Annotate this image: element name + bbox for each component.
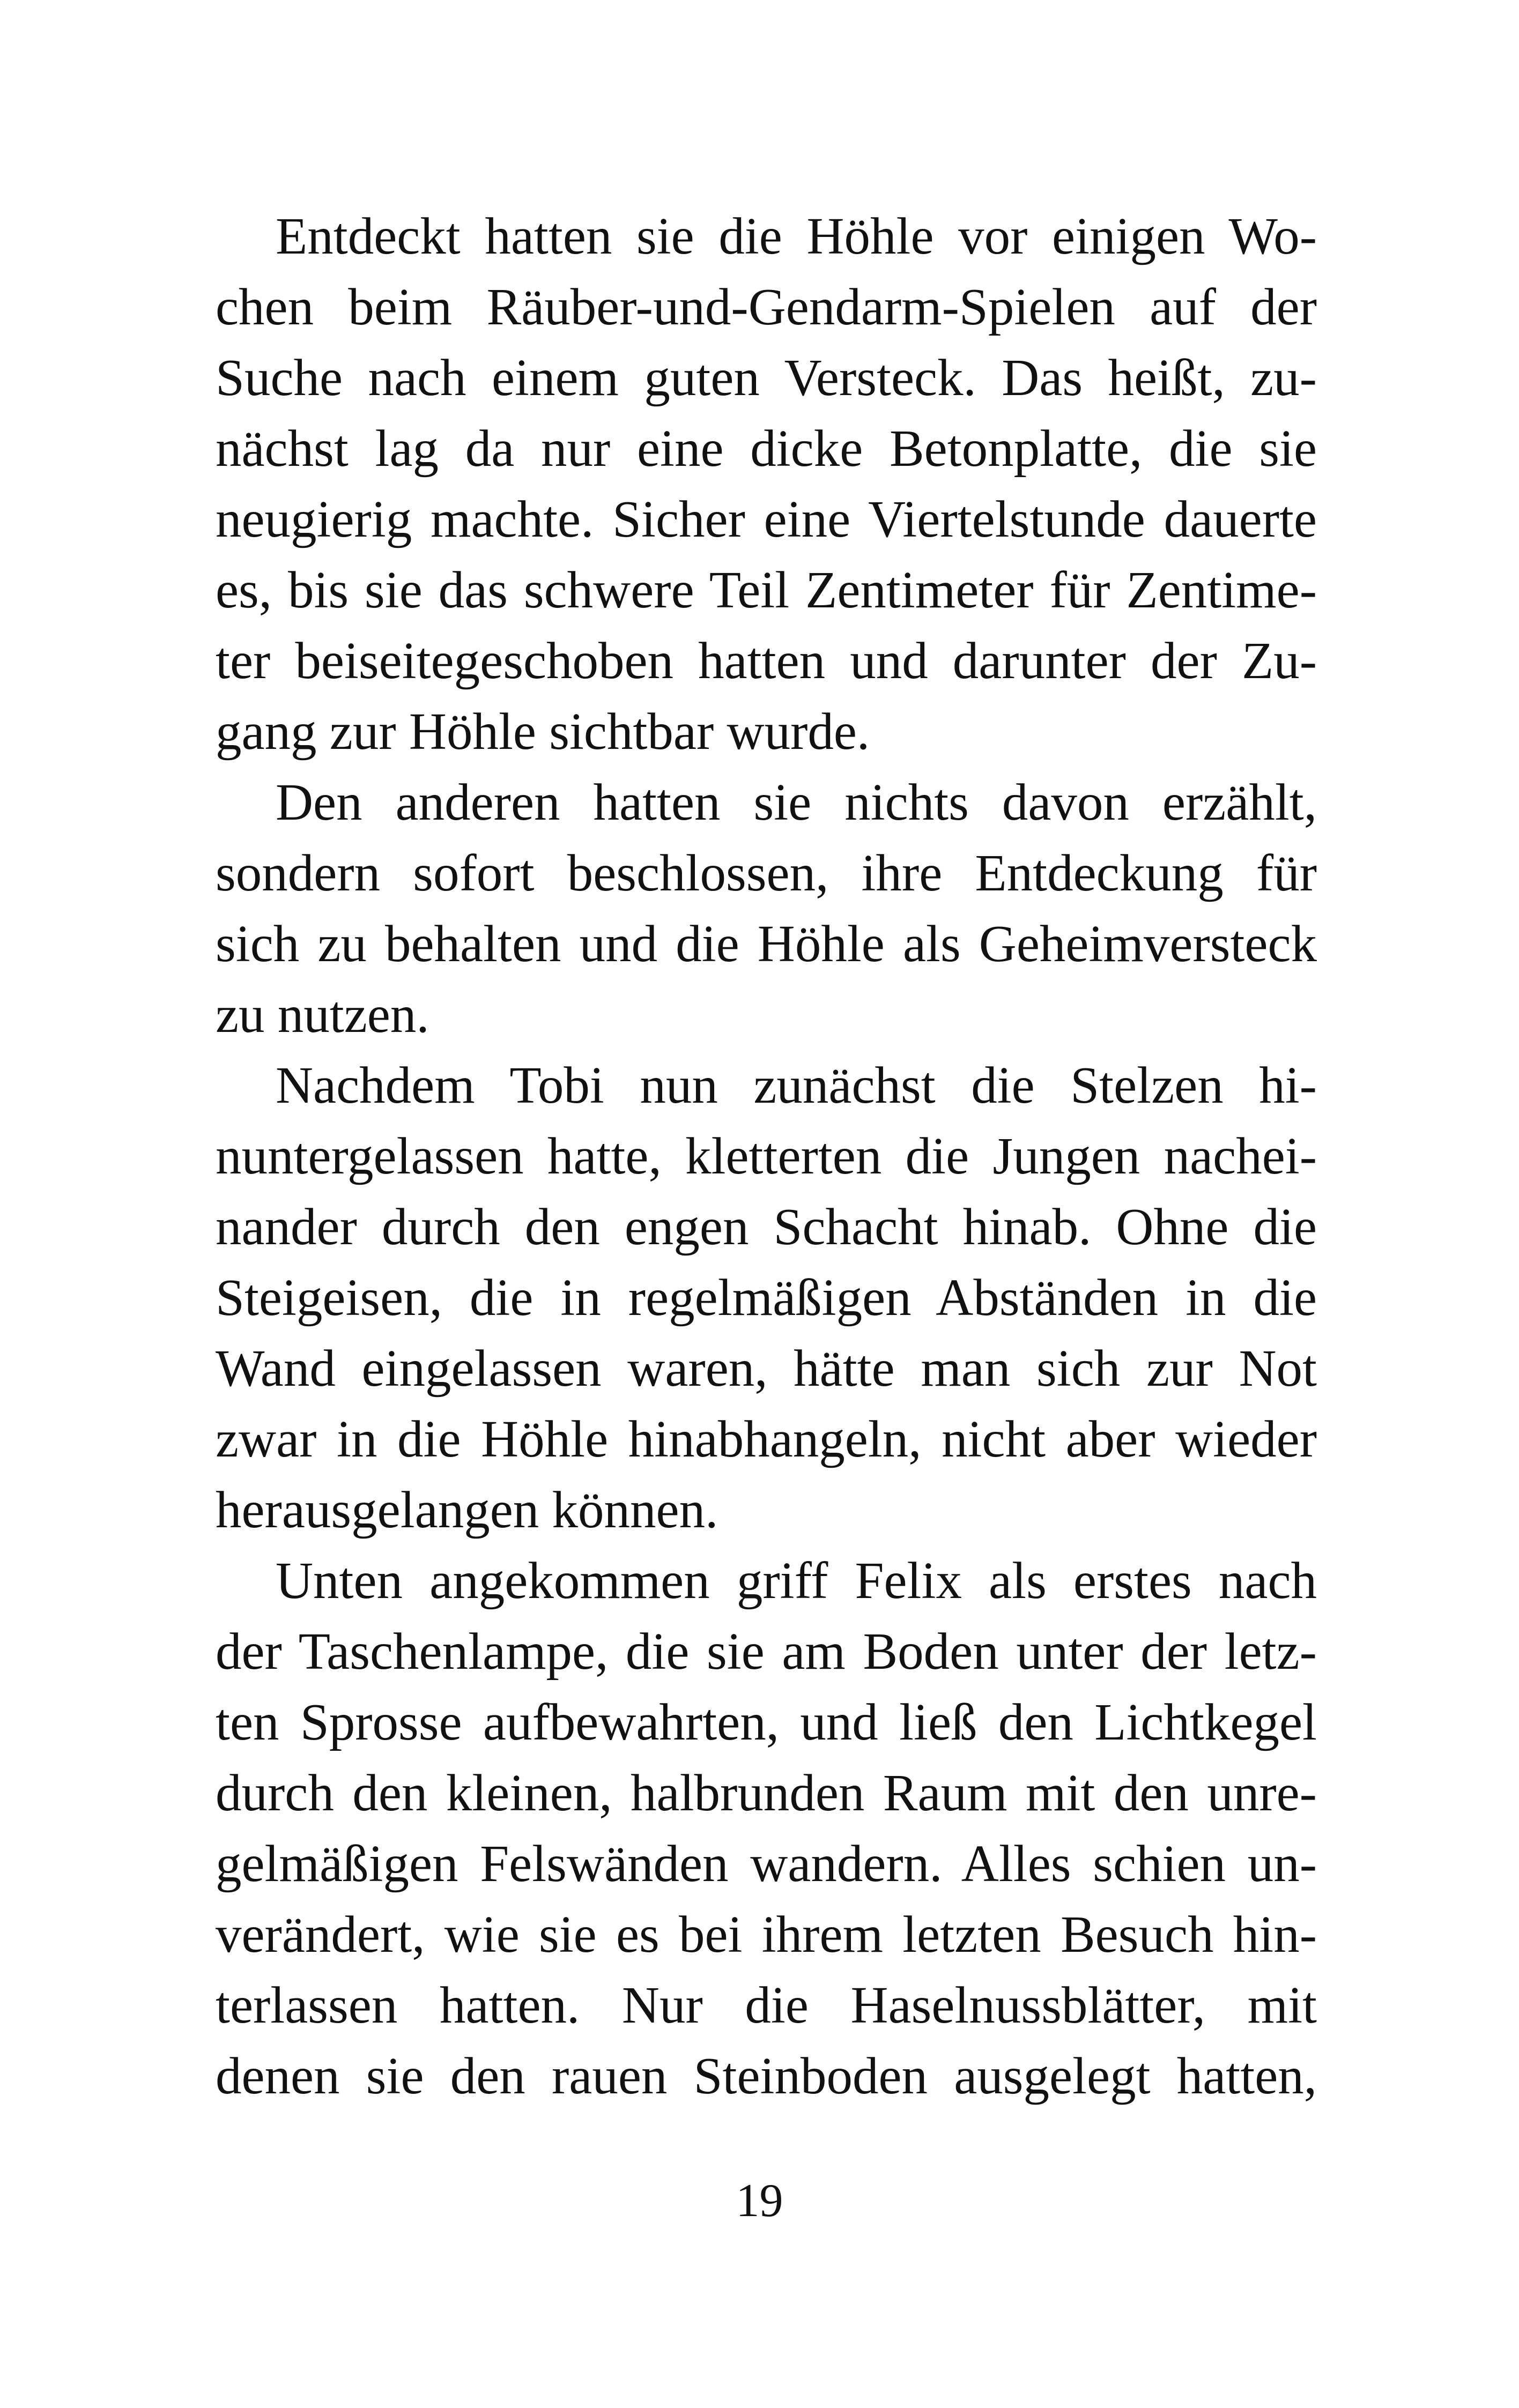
text-line: nächst lag da nur eine dicke Betonplatte, die sie [216, 420, 1317, 477]
text-line: neugierig machte. Sicher eine Viertelstunde dauerte [216, 490, 1317, 548]
text-line: sondern sofort beschlossen, ihre Entdeckung für [216, 844, 1317, 902]
text-line: Unten angekommen griff Felix als erstes nach [276, 1552, 1317, 1609]
text-line: gang zur Höhle sichtbar wurde. [216, 703, 870, 760]
text-line: nuntergelassen hatte, kletterten die Jungen nachei- [216, 1127, 1317, 1185]
text-line: Wand eingelassen waren, hätte man sich zur Not [216, 1340, 1317, 1397]
text-line: denen sie den rauen Steinboden ausgelegt hatten, [216, 2047, 1317, 2105]
text-line: terlassen hatten. Nur die Haselnussblätter, mit [216, 1976, 1317, 2034]
text-line: zwar in die Höhle hinabhangeln, nicht aber wieder [216, 1410, 1317, 1468]
text-line: ten Sprosse aufbewahrten, und ließ den Lichtkegel [216, 1693, 1317, 1751]
text-line: verändert, wie sie es bei ihrem letzten Besuch hin- [216, 1906, 1317, 1963]
page-number: 19 [736, 2175, 783, 2227]
text-line: Den anderen hatten sie nichts davon erzählt, [276, 774, 1317, 831]
text-line: durch den kleinen, halbrunden Raum mit den unre- [216, 1764, 1317, 1822]
text-line: nander durch den engen Schacht hinab. Ohne die [216, 1198, 1317, 1255]
text-line: es, bis sie das schwere Teil Zentimeter für Zentime- [216, 561, 1317, 619]
text-line: Steigeisen, die in regelmäßigen Abständen in die [216, 1269, 1317, 1326]
text-line: chen beim Räuber-und-Gendarm-Spielen auf der [216, 278, 1317, 336]
text-line: ter beiseitegeschoben hatten und darunter der Zu- [216, 632, 1317, 689]
text-line: herausgelangen können. [216, 1481, 718, 1539]
text-line: zu nutzen. [216, 986, 429, 1043]
text-line: gelmäßigen Felswänden wandern. Alles schien un- [216, 1835, 1317, 1892]
text-line: sich zu behalten und die Höhle als Geheimversteck [216, 915, 1317, 972]
body-text [216, 201, 1317, 2112]
text-line: Nachdem Tobi nun zunächst die Stelzen hi- [276, 1057, 1317, 1114]
text-line: der Taschenlampe, die sie am Boden unter der letz- [216, 1623, 1317, 1680]
text-line: Suche nach einem guten Versteck. Das heißt, zu- [216, 349, 1317, 406]
text-line: Entdeckt hatten sie die Höhle vor einigen Wo- [276, 207, 1317, 265]
